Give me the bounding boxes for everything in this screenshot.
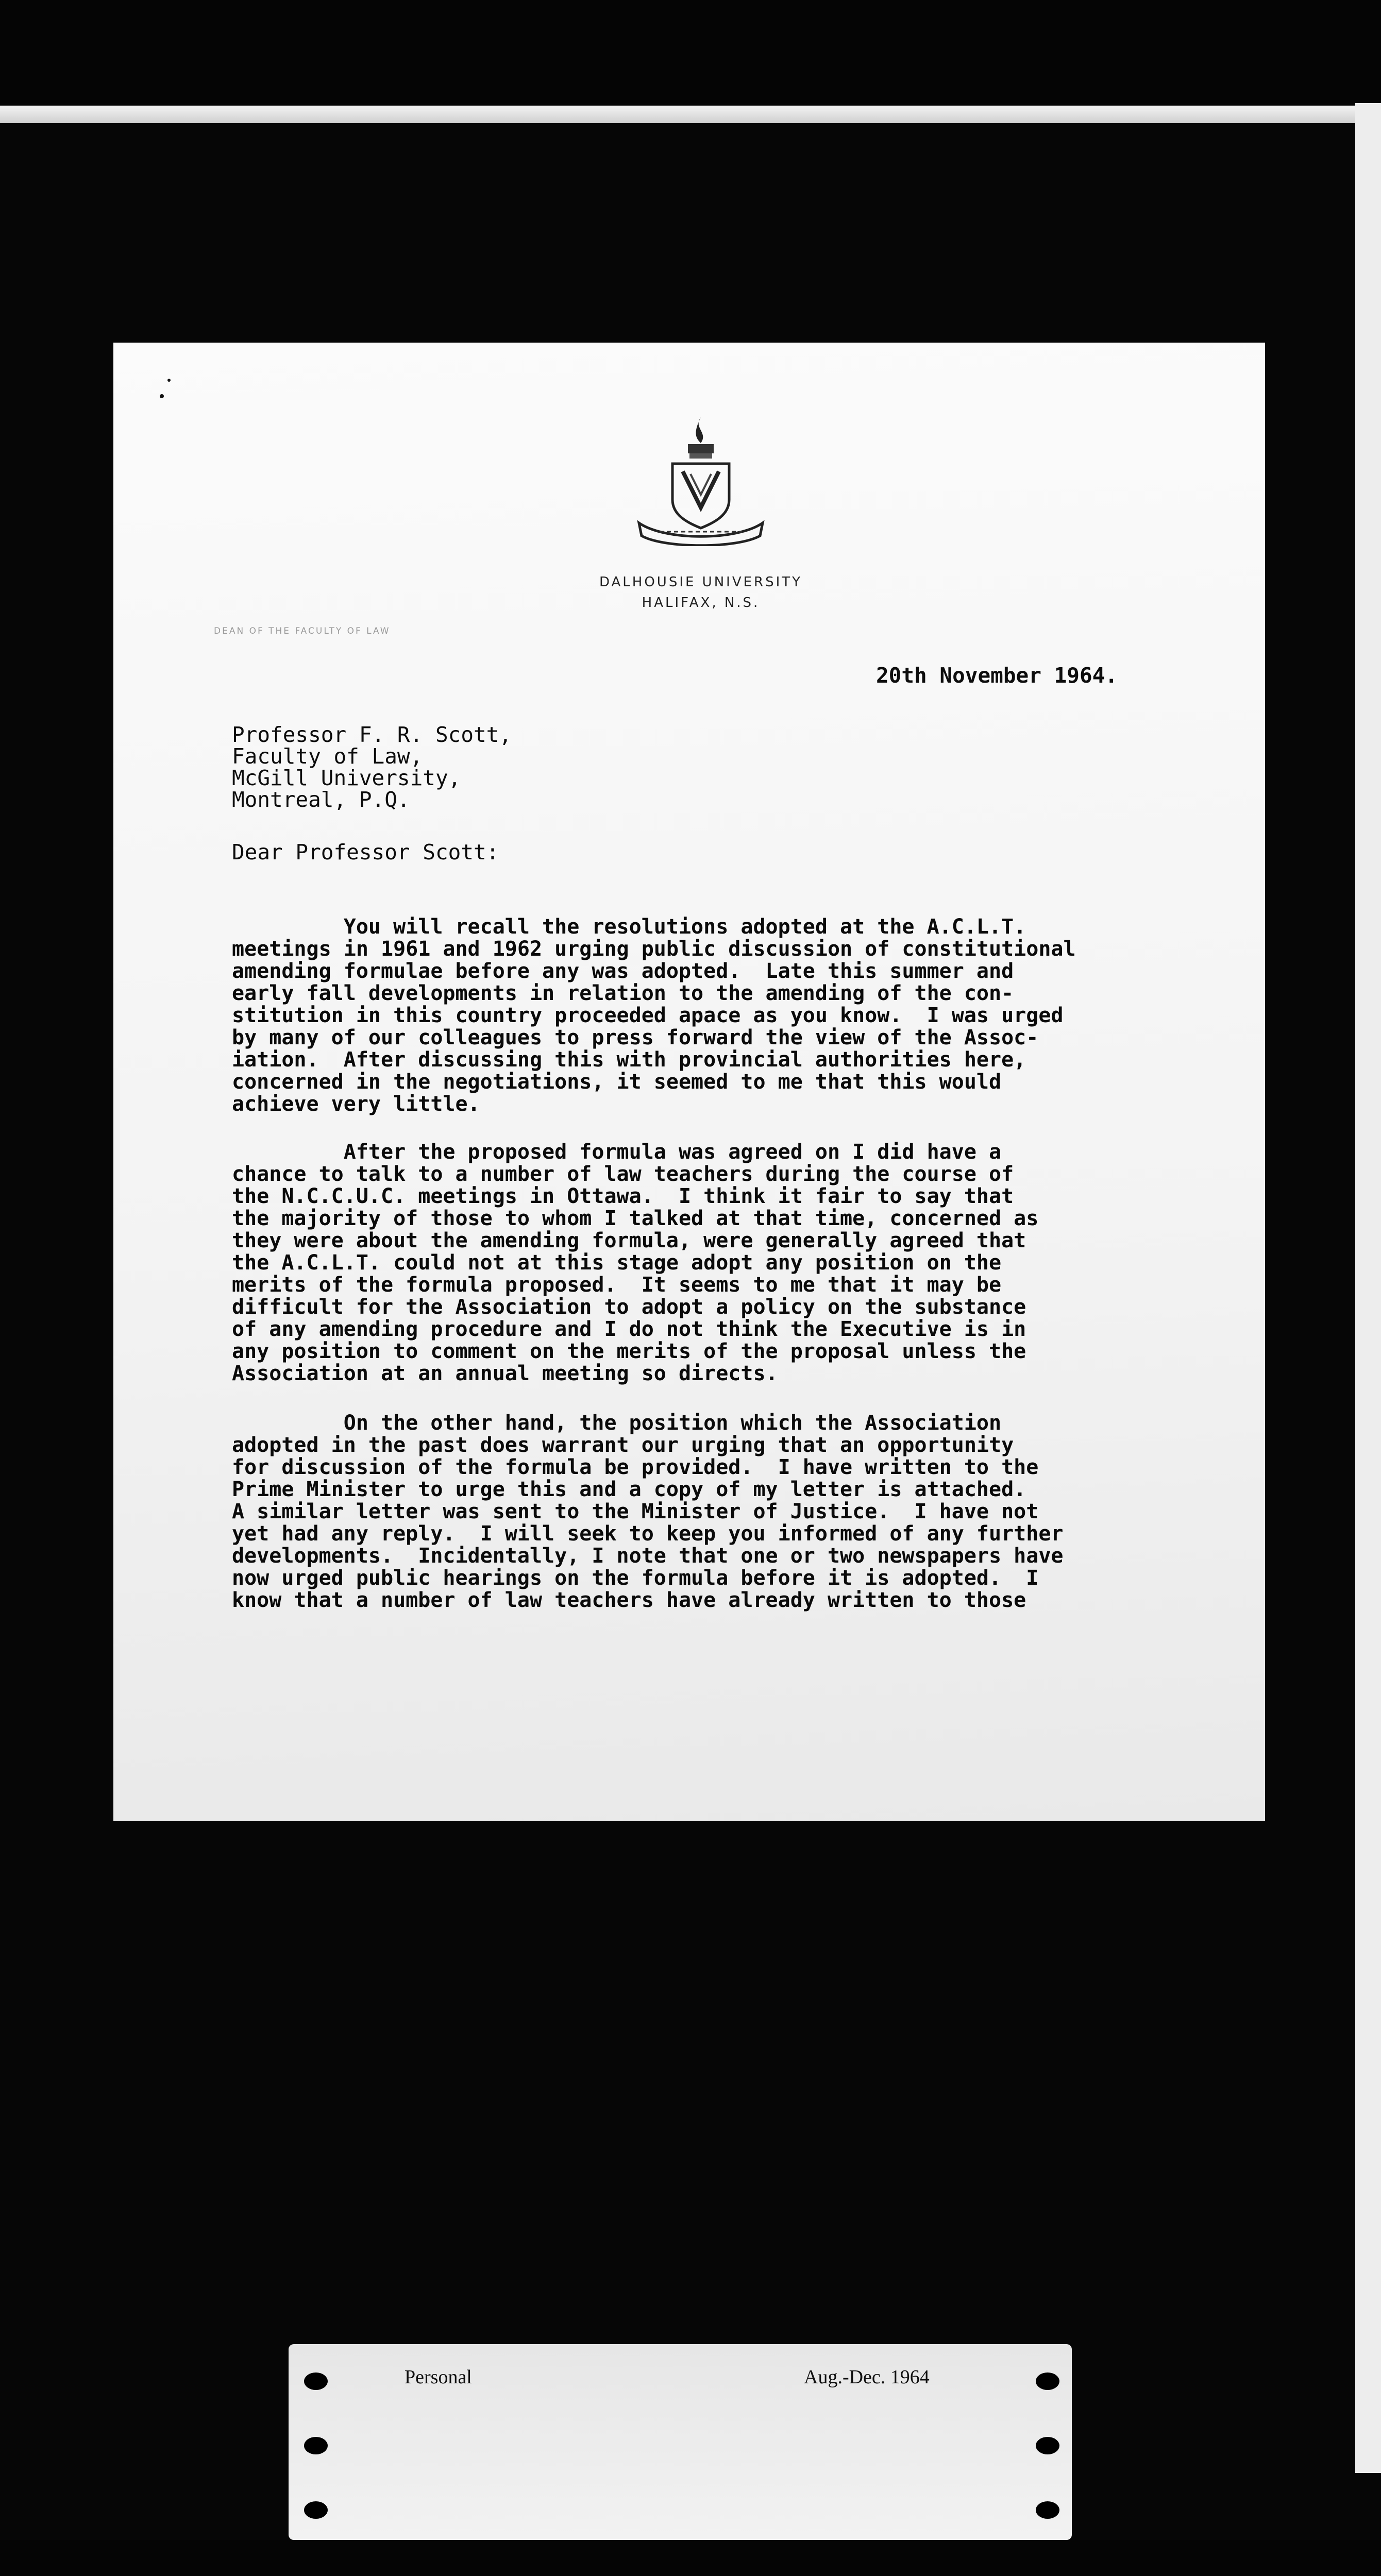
text-line: developments. Incidentally, I note that one or two newspapers have	[232, 1544, 1064, 1568]
punch-hole	[304, 2437, 328, 2454]
text-line: After the proposed formula was agreed on I did have a	[232, 1140, 1002, 1164]
film-border-top	[0, 0, 1381, 103]
text-line: You will recall the resolutions adopted at the A.C.L.T.	[232, 915, 1026, 939]
punch-hole	[1036, 2372, 1059, 2390]
body-paragraph	[232, 916, 1211, 1115]
letterhead	[520, 572, 881, 613]
film-edge-band	[0, 106, 1381, 123]
institution-city: HALIFAX, N.S.	[642, 595, 760, 611]
text-line: adopted in the past does warrant our urging that an opportunity	[232, 1433, 1014, 1457]
archive-label-card	[289, 2344, 1072, 2540]
text-line: iation. After discussing this with provincial authorities here,	[232, 1048, 1026, 1072]
speck	[167, 379, 171, 382]
punch-hole	[1036, 2501, 1059, 2519]
text-line: Association at an annual meeting so directs.	[232, 1362, 778, 1385]
letter-date: 20th November 1964.	[876, 663, 1118, 688]
text-line: difficult for the Association to adopt a policy on the substance	[232, 1295, 1026, 1319]
speck	[160, 394, 164, 398]
address-line: McGill University,	[232, 766, 461, 790]
institution-name: DALHOUSIE UNIVERSITY	[599, 574, 803, 590]
salutation: Dear Professor Scott:	[232, 840, 499, 865]
text-line: for discussion of the formula be provided. I have written to the	[232, 1455, 1039, 1479]
text-line: by many of our colleagues to press forward the view of the Assoc-	[232, 1026, 1039, 1049]
address-line: Professor F. R. Scott,	[232, 722, 512, 747]
text-line: know that a number of law teachers have already written to those	[232, 1588, 1026, 1612]
text-line: concerned in the negotiations, it seemed to me that this would	[232, 1070, 1002, 1094]
address-line: Faculty of Law,	[232, 744, 423, 769]
body-paragraph	[232, 1141, 1211, 1385]
text-line: the majority of those to whom I talked at that time, concerned as	[232, 1207, 1039, 1230]
punch-hole	[304, 2501, 328, 2519]
text-line: merits of the formula proposed. It seems to me that it may be	[232, 1273, 1002, 1297]
body-paragraph	[232, 1412, 1211, 1612]
text-line: stitution in this country proceeded apace as you know. I was urged	[232, 1004, 1064, 1027]
text-line: chance to talk to a number of law teachers during the course of	[232, 1162, 1014, 1186]
card-label-right: Aug.-Dec. 1964	[804, 2366, 930, 2388]
film-edge-right	[1355, 103, 1381, 2473]
text-line: A similar letter was sent to the Minister of Justice. I have not	[232, 1500, 1039, 1523]
text-line: they were about the amending formula, were generally agreed that	[232, 1229, 1026, 1252]
text-line: achieve very little.	[232, 1092, 480, 1116]
address-line: Montreal, P.Q.	[232, 787, 410, 812]
office-line: DEAN OF THE FACULTY OF LAW	[214, 626, 391, 636]
letter-page	[113, 343, 1265, 1821]
punch-hole	[304, 2372, 328, 2390]
university-crest-icon	[629, 412, 773, 546]
card-label-left: Personal	[405, 2366, 472, 2388]
text-line: meetings in 1961 and 1962 urging public discussion of constitutional	[232, 937, 1076, 961]
text-line: any position to comment on the merits of the proposal unless the	[232, 1340, 1026, 1363]
text-line: early fall developments in relation to the amending of the con-	[232, 981, 1014, 1005]
text-line: On the other hand, the position which the Association	[232, 1411, 1002, 1435]
text-line: of any amending procedure and I do not think the Executive is in	[232, 1317, 1026, 1341]
text-line: amending formulae before any was adopted. Late this summer and	[232, 959, 1014, 983]
text-line: yet had any reply. I will seek to keep you informed of any further	[232, 1522, 1064, 1546]
punch-hole	[1036, 2437, 1059, 2454]
text-line: now urged public hearings on the formula before it is adopted. I	[232, 1566, 1039, 1590]
recipient-address	[232, 724, 512, 810]
text-line: Prime Minister to urge this and a copy of my letter is attached.	[232, 1478, 1026, 1501]
text-line: the A.C.L.T. could not at this stage adopt any position on the	[232, 1251, 1002, 1275]
film-border-bottom	[0, 2540, 1381, 2576]
text-line: the N.C.C.U.C. meetings in Ottawa. I think it fair to say that	[232, 1184, 1014, 1208]
